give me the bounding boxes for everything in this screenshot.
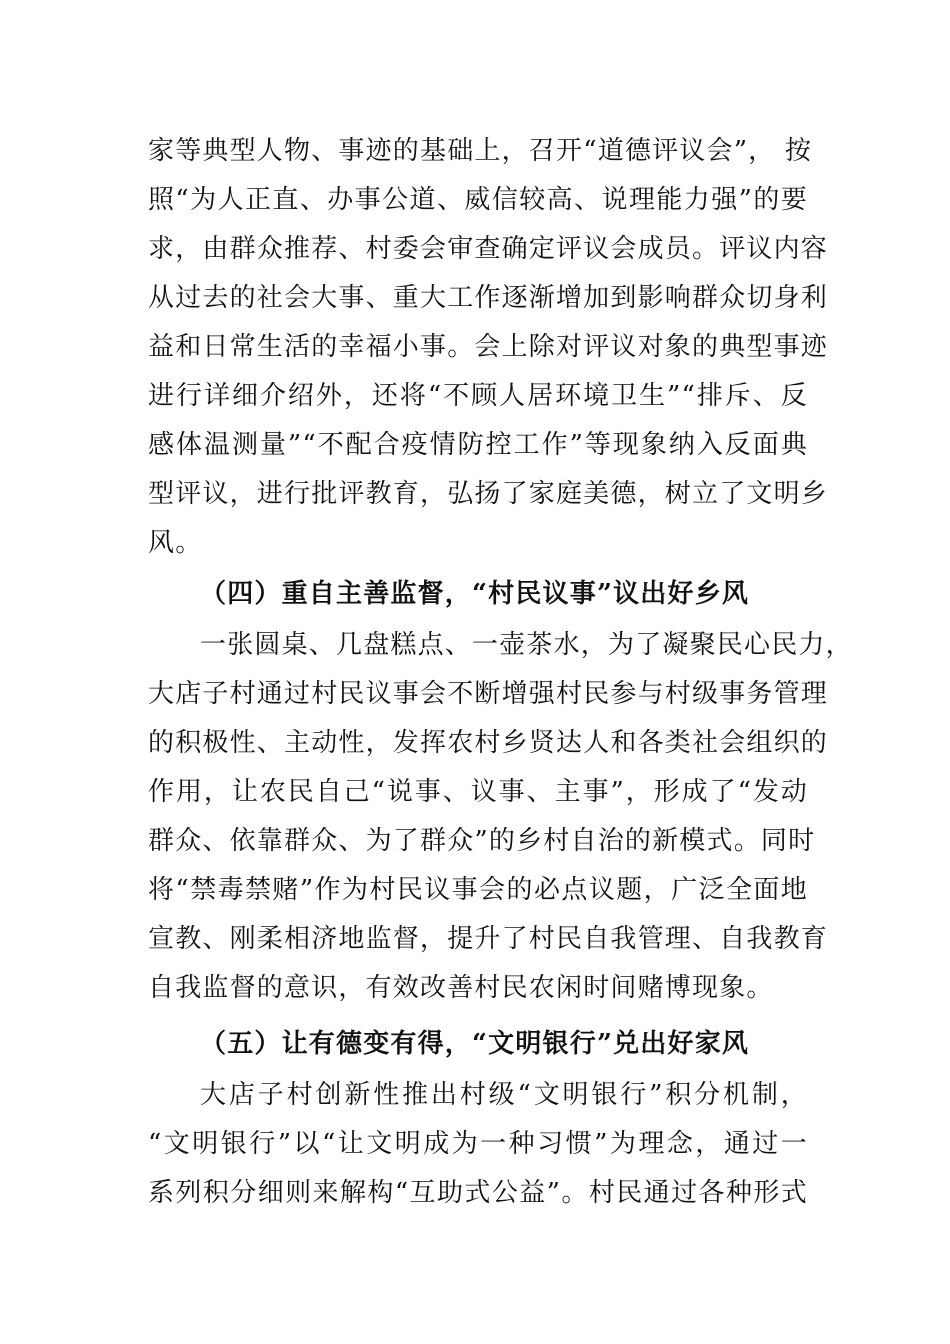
text-line: 的积极性、主动性，发挥农村乡贤达人和各类社会组织的 xyxy=(148,728,829,758)
text-line: 从过去的社会大事、重大工作逐渐增加到影响群众切身利 xyxy=(148,283,829,313)
section-5-paragraph xyxy=(148,1071,808,1218)
text-line: 作用，让农民自己“说事、议事、主事”，形成了“发动 xyxy=(148,777,808,807)
text-line: 群众、依靠群众、为了群众”的乡村自治的新模式。同时 xyxy=(148,826,816,856)
text-line: 照“为人正直、办事公道、威信较高、说理能力强”的要 xyxy=(148,185,808,215)
text-line: 大店子村创新性推出村级“文明银行”积分机制， xyxy=(200,1080,808,1110)
section-heading-text: （四）重自主善监督，“村民议事”议出好乡风 xyxy=(200,579,750,609)
text-line: 感体温测量”“不配合疫情防控工作”等现象纳入反面典 xyxy=(148,430,808,460)
section-heading-5 xyxy=(148,1020,808,1069)
text-line: 求，由群众推荐、村委会审查确定评议会成员。评议内容 xyxy=(148,234,829,264)
text-line: 一张圆桌、几盘糕点、一壶茶水，为了凝聚民心民力， xyxy=(200,630,853,660)
paragraph-continued xyxy=(148,127,829,568)
section-4-paragraph xyxy=(148,621,853,1013)
text-line: 型评议，进行批评教育，弘扬了家庭美德，树立了文明乡 xyxy=(148,479,829,509)
text-line: 风。 xyxy=(148,528,203,558)
text-line: 将“禁毒禁赌”作为村民议事会的必点议题，广泛全面地 xyxy=(148,875,808,905)
text-line: 家等典型人物、事迹的基础上，召开“道德评议会”， 按 xyxy=(148,136,813,166)
section-heading-4 xyxy=(148,570,808,619)
section-heading-text: （五）让有德变有得，“文明银行”兑出好家风 xyxy=(200,1029,750,1059)
text-line: 系列积分细则来解构“互助式公益”。村民通过各种形式 xyxy=(148,1178,808,1208)
text-line: 大店子村通过村民议事会不断增强村民参与村级事务管理 xyxy=(148,679,829,709)
text-line: 宣教、刚柔相济地监督，提升了村民自我管理、自我教育 xyxy=(148,924,829,954)
text-line: 益和日常生活的幸福小事。会上除对评议对象的典型事迹 xyxy=(148,332,829,362)
text-line: “文明银行”以“让文明成为一种习惯”为理念，通过一 xyxy=(148,1129,808,1159)
text-line: 自我监督的意识，有效改善村民农闲时间赌博现象。 xyxy=(148,973,774,1003)
text-line: 进行详细介绍外，还将“不顾人居环境卫生”“排斥、反 xyxy=(148,381,808,411)
